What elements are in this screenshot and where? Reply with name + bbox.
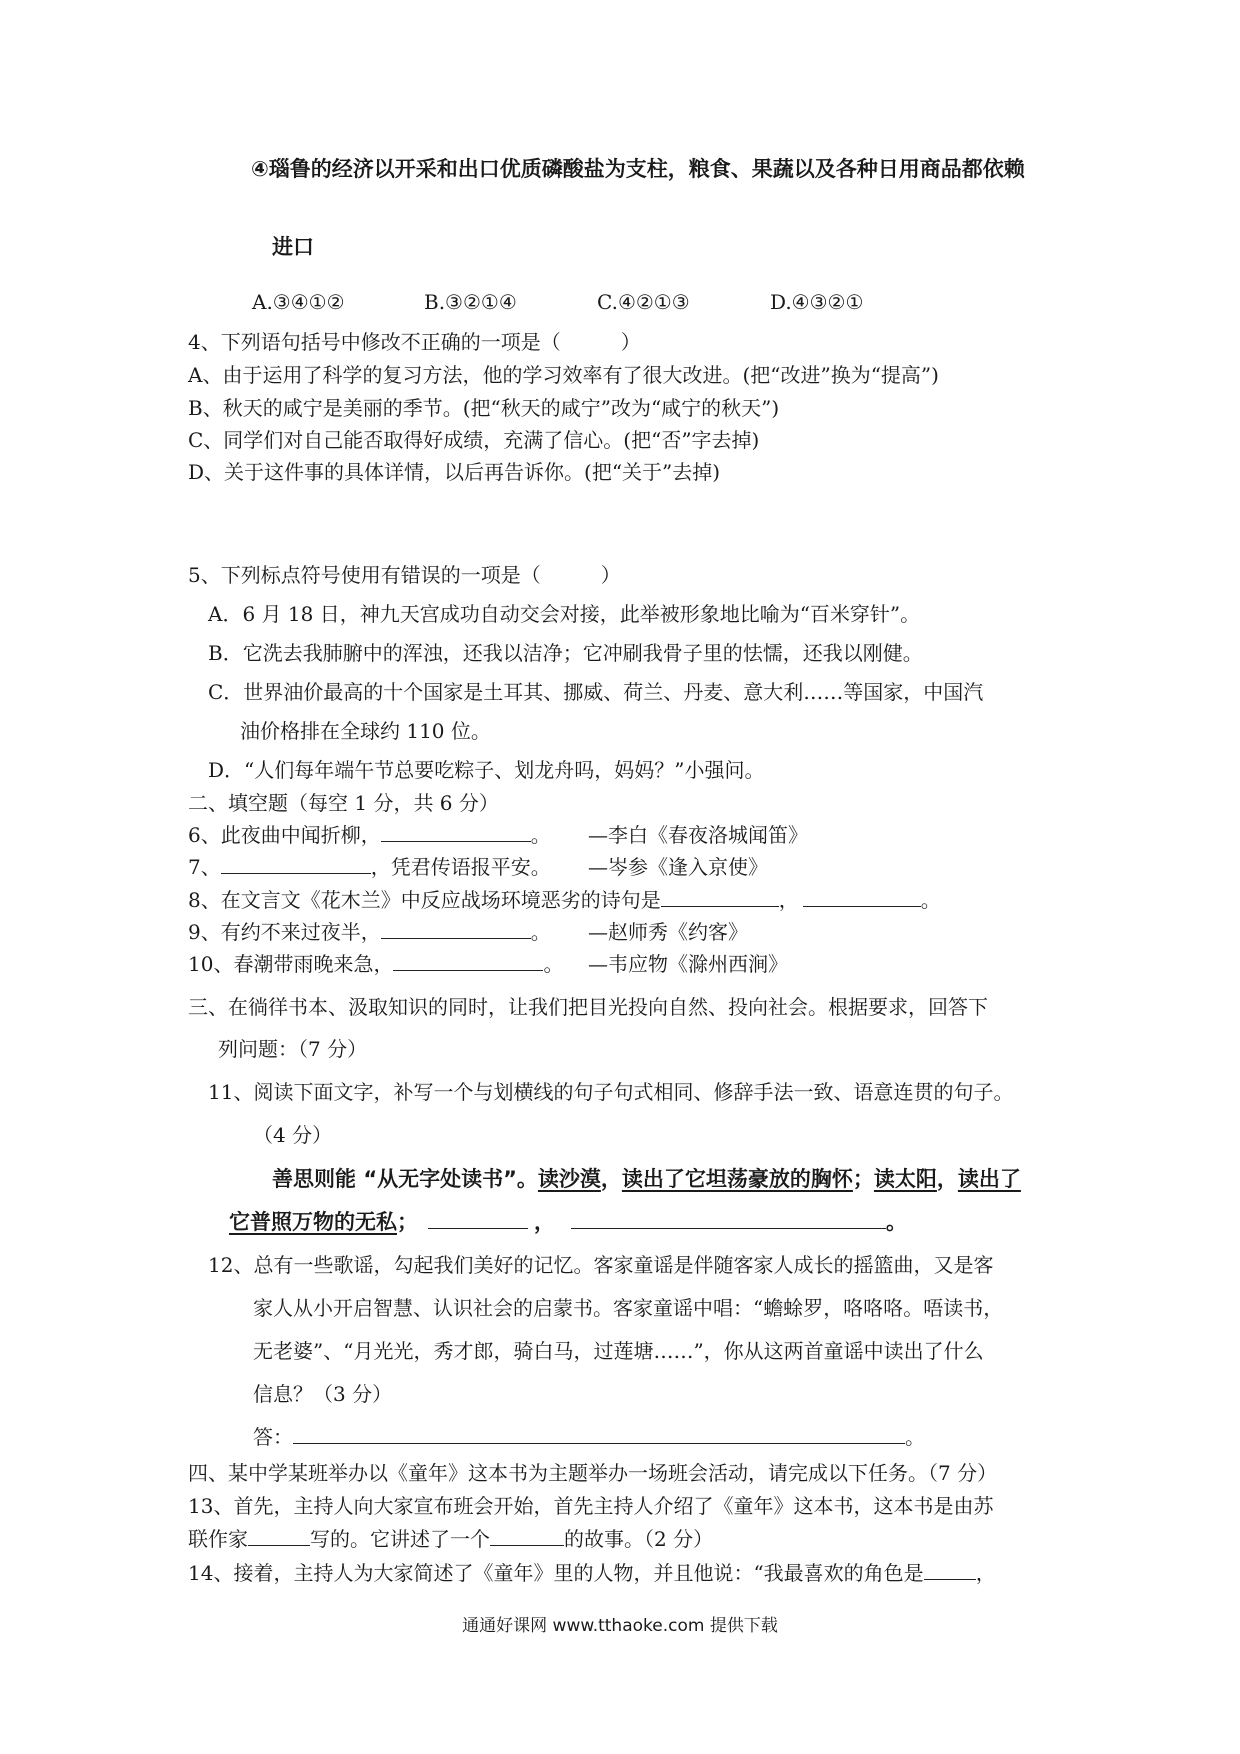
q11-stem-line2: （4 分） [253, 1123, 333, 1147]
section2-heading: 二、填空题（每空 1 分，共 6 分） [188, 791, 499, 815]
q5-option-b: B．它洗去我肺腑中的浑浊，还我以洁净；它冲刷我骨子里的怯懦，还我以刚健。 [208, 641, 923, 665]
q12-stem-line3: 无老婆”、“月光光，秀才郎，骑白马，过莲塘……”，你从这两首童谣中读出了什么 [253, 1339, 984, 1363]
q4-option-a: A、由于运用了科学的复习方法，他的学习效率有了很大改进。(把“改进”换为“提高”) [188, 363, 939, 387]
q11-stem-line1: 11、阅读下面文字，补写一个与划横线的句子句式相同、修辞手法一致、语意连贯的句子。 [208, 1080, 1014, 1104]
q12-answer-end: 。 [905, 1425, 925, 1449]
q5-stem: 5、下列标点符号使用有错误的一项是（ ） [188, 563, 621, 587]
q11-text: ； [852, 1167, 874, 1191]
q8-sep: ， [778, 888, 799, 912]
q11-underlined-text: 它普照万物的无私 [229, 1210, 397, 1234]
q13-line1: 13、首先，主持人向大家宣布班会开始，首先主持人介绍了《童年》这本书，这本书是由苏 [188, 1494, 994, 1518]
q9-line [188, 919, 551, 945]
q7-line [188, 854, 551, 880]
q8-blank-2[interactable] [803, 888, 921, 907]
q3-option-b: B.③②①④ [424, 290, 517, 314]
q11-text: ， [534, 1210, 555, 1234]
q4-option-d: D、关于这件事的具体详情，以后再告诉你。(把“关于”去掉) [188, 460, 721, 484]
q12-answer-line [253, 1424, 925, 1450]
q11-underlined-text: 读出了它坦荡豪放的胸怀 [621, 1167, 853, 1191]
section4-heading: 四、某中学某班举办以《童年》这本书为主题举办一场班会活动，请完成以下任务。（7 分） [188, 1461, 998, 1485]
q11-passage-line2 [229, 1209, 907, 1235]
q7-prefix: 7、 [188, 855, 221, 879]
q7-source: —岑参《逢入京使》 [588, 855, 768, 879]
q12-answer-blank[interactable] [293, 1425, 905, 1444]
q14-text: 14、接着，主持人为大家简述了《童年》里的人物，并且他说：“我最喜欢的角色是 [188, 1561, 924, 1585]
q8-blank-1[interactable] [661, 888, 779, 907]
q4-option-b: B、秋天的咸宁是美丽的季节。(把“秋天的咸宁”改为“咸宁的秋天”) [188, 396, 780, 420]
q13-blank-story[interactable] [490, 1527, 564, 1546]
q8-line [188, 887, 941, 913]
section3-heading-line1: 三、在徜徉书本、汲取知识的同时，让我们把目光投向自然、投向社会。根据要求，回答下 [188, 995, 988, 1019]
q10-line [188, 951, 563, 977]
q11-passage-line1 [272, 1166, 1021, 1192]
section3-heading-line2: 列问题：（7 分） [218, 1037, 368, 1061]
q10-suffix: 。 [543, 952, 564, 976]
q11-text: 善思则能 [272, 1167, 364, 1191]
q7-suffix: ，凭君传语报平安。 [370, 855, 551, 879]
q9-suffix: 。 [530, 920, 551, 944]
q13-text: 的故事。（2 分） [564, 1527, 714, 1551]
q14-line1 [188, 1560, 996, 1586]
q3-option-d: D.④③②① [770, 290, 864, 314]
q11-blank-1[interactable] [428, 1210, 528, 1229]
q4-stem: 4、下列语句括号中修改不正确的一项是（ ） [188, 330, 641, 354]
q7-blank[interactable] [221, 855, 371, 874]
q11-underlined-text: 读沙漠 [537, 1167, 601, 1191]
q9-source: —赵师秀《约客》 [588, 920, 748, 944]
q11-text: ； [397, 1210, 418, 1234]
q13-text: 联作家 [188, 1527, 248, 1551]
q5-option-a: A．6 月 18 日，神九天宫成功自动交会对接，此举被形象地比喻为“百米穿针”。 [208, 602, 921, 626]
q14-blank-role[interactable] [924, 1561, 976, 1580]
q3-item4-line1: ④瑙鲁的经济以开采和出口优质磷酸盐为支柱，粮食、果蔬以及各种日用商品都依赖 [251, 157, 1025, 181]
q6-line [188, 822, 551, 848]
q6-suffix: 。 [530, 823, 551, 847]
q13-blank-author[interactable] [248, 1527, 310, 1546]
q9-prefix: 9、有约不来过夜半， [188, 920, 381, 944]
q13-line2 [188, 1526, 713, 1552]
q12-answer-label: 答： [253, 1425, 293, 1449]
q8-prefix: 8、在文言文《花木兰》中反应战场环境恶劣的诗句是 [188, 888, 661, 912]
q11-underlined-text: 读太阳 [873, 1167, 937, 1191]
q3-item4-line2: 进口 [272, 235, 314, 259]
page-footer: 通通好课网 www.tthaoke.com 提供下载 [462, 1616, 778, 1636]
q9-blank[interactable] [381, 920, 531, 939]
q11-blank-2[interactable] [571, 1210, 886, 1229]
q6-source: —李白《春夜洛城闻笛》 [588, 823, 808, 847]
q11-text: “从无字处读书”。 [363, 1167, 538, 1191]
q5-option-c-line1: C．世界油价最高的十个国家是土耳其、挪威、荷兰、丹麦、意大利……等国家，中国汽 [208, 680, 984, 704]
q12-stem-line2: 家人从小开启智慧、认识社会的启蒙书。客家童谣中唱：“蟾蜍罗，咯咯咯。唔读书， [253, 1296, 1004, 1320]
q10-prefix: 10、春潮带雨晚来急， [188, 952, 394, 976]
q3-option-a: A.③④①② [252, 290, 345, 314]
q5-option-d: D．“人们每年端午节总要吃粽子、划龙舟吗，妈妈？”小强问。 [208, 758, 765, 782]
q3-option-c: C.④②①③ [597, 290, 690, 314]
q10-source: —韦应物《滁州西涧》 [588, 952, 788, 976]
q6-prefix: 6、此夜曲中闻折柳， [188, 823, 381, 847]
q5-option-c-line2: 油价格排在全球约 110 位。 [240, 719, 491, 743]
q11-text: 。 [886, 1210, 907, 1234]
q12-stem-line4: 信息？（3 分） [253, 1382, 393, 1406]
q11-text: ， [600, 1167, 622, 1191]
q11-underlined-text: 读出了 [957, 1167, 1021, 1191]
q6-blank[interactable] [381, 823, 531, 842]
q4-option-c: C、同学们对自己能否取得好成绩，充满了信心。(把“否”字去掉) [188, 428, 760, 452]
q12-stem-line1: 12、总有一些歌谣，勾起我们美好的记忆。客家童谣是伴随客家人成长的摇篮曲，又是客 [208, 1253, 994, 1277]
q10-blank[interactable] [393, 952, 543, 971]
q11-text: ， [936, 1167, 958, 1191]
q14-text: ， [975, 1561, 996, 1585]
q8-suffix: 。 [920, 888, 941, 912]
q13-text: 写的。它讲述了一个 [310, 1527, 490, 1551]
